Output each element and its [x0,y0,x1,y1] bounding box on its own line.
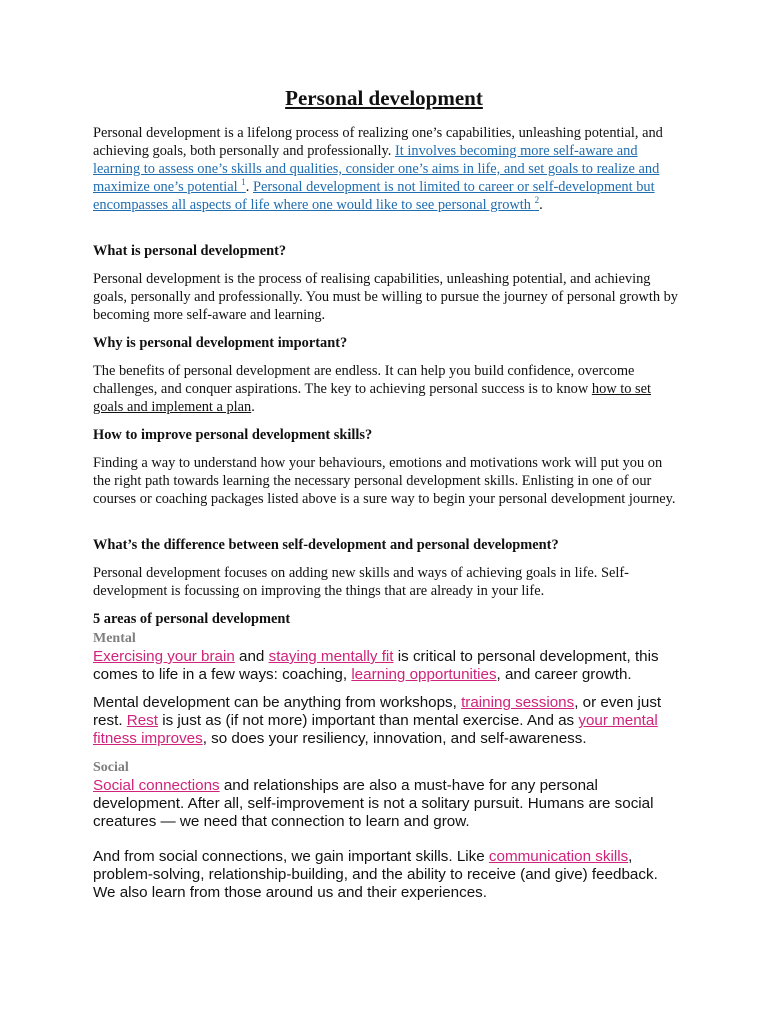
social-subheading: Social [93,760,129,775]
mental-fitness-link[interactable]: your mental fitness improves [93,712,658,747]
section-body-difference: Personal development focuses on adding new skills and ways of achieving goals in life. Self-development is focussing on improving the things that are already in your life. [93,565,629,599]
section-body-why: The benefits of personal development are endless. It can help you build confidence, overcome challenges, and conquer aspirations. The key to achieving personal success is to know how to set goals and implement a plan. [93,363,652,415]
mental-paragraph-1: Exercising your brain and staying mentally fit is critical to personal development, this comes to life in a few ways: coaching, learning opportunities, and career growth. [93,648,659,683]
section-heading-why: Why is personal development important? [93,335,348,351]
exercising-brain-link[interactable]: Exercising your brain [93,648,235,665]
section-heading-what: What is personal development? [93,243,287,259]
intro-link-1[interactable]: It involves becoming more self-aware and learning to assess one’s skills and qualities, consider one’s aims in life, and set goals to realize and maximize one’s potential $^1$ [93,143,660,195]
goals-plan-link[interactable]: how to set goals and implement a plan [93,381,652,415]
social-connections-link[interactable]: Social connections [93,777,220,794]
communication-skills-link[interactable]: communication skills [488,848,629,865]
footnote-ref-1: 1 [241,177,246,188]
section-heading-difference: What’s the difference between self-development and personal development? [93,537,559,553]
social-paragraph-2: And from social connections, we gain important skills. Like communication skills, problem-solving, relationship-building, and the ability to receive (and give) feedback. We also learn from those around us and their experiences. [93,848,658,901]
learning-opportunities-link[interactable]: learning opportunities [351,666,497,683]
mentally-fit-link[interactable]: staying mentally fit [268,648,394,665]
rest-link[interactable]: Rest [126,712,158,729]
section-body-what: Personal development is the process of realising capabilities, unleashing potential, and achieving goals, personally and professionally. You must be willing to pursue the journey of personal growth by becoming more self-aware and learning. [93,271,679,323]
section-heading-how: How to improve personal development skills? [93,427,373,443]
intro-link-2[interactable]: Personal development is not limited to career or self-development but encompasses all aspects of life where one would like to see personal growth $^2$ [93,179,655,213]
intro-paragraph: Personal development is a lifelong process of realizing one’s capabilities, unleashing potential, and achieving goals, both personally and professionally. It involves becoming more self-aware and learning to assess one’s skills and qualities, consider one’s aims in life, and set goals to realize and maximize one’s potential $^1$. Personal development is not limited to career or self-development but encompasses all aspects of life where one would like to see personal growth $^2$. [93,125,663,213]
footnote-ref-2: 2 [534,195,540,206]
section-body-how: Finding a way to understand how your behaviours, emotions and motivations work will put you on the right path towards learning the necessary personal development skills. Enlisting in one of our courses or coaching packages listed above is a sure way to begin your personal development journey. [93,455,676,507]
training-sessions-link[interactable]: training sessions [461,694,575,711]
intro-text: Personal development is a lifelong process of realizing one’s capabilities, unleashing potential, and achieving goals, both personally and professionally. [93,125,663,159]
page-title: Personal development [285,86,483,110]
areas-heading: 5 areas of personal development [93,611,291,627]
social-paragraph-1: Social connections and relationships are also a must-have for any personal development. After all, self-improvement is not a solitary pursuit. Humans are social creatures — we need that connection to learn and grow. [93,777,654,830]
mental-subheading: Mental [93,631,136,646]
mental-paragraph-2: Mental development can be anything from workshops, training sessions, or even just rest. Rest is just as (if not more) important than mental exercise. And as your mental fitness improves, so does your resiliency, innovation, and self-awareness. [93,694,662,747]
